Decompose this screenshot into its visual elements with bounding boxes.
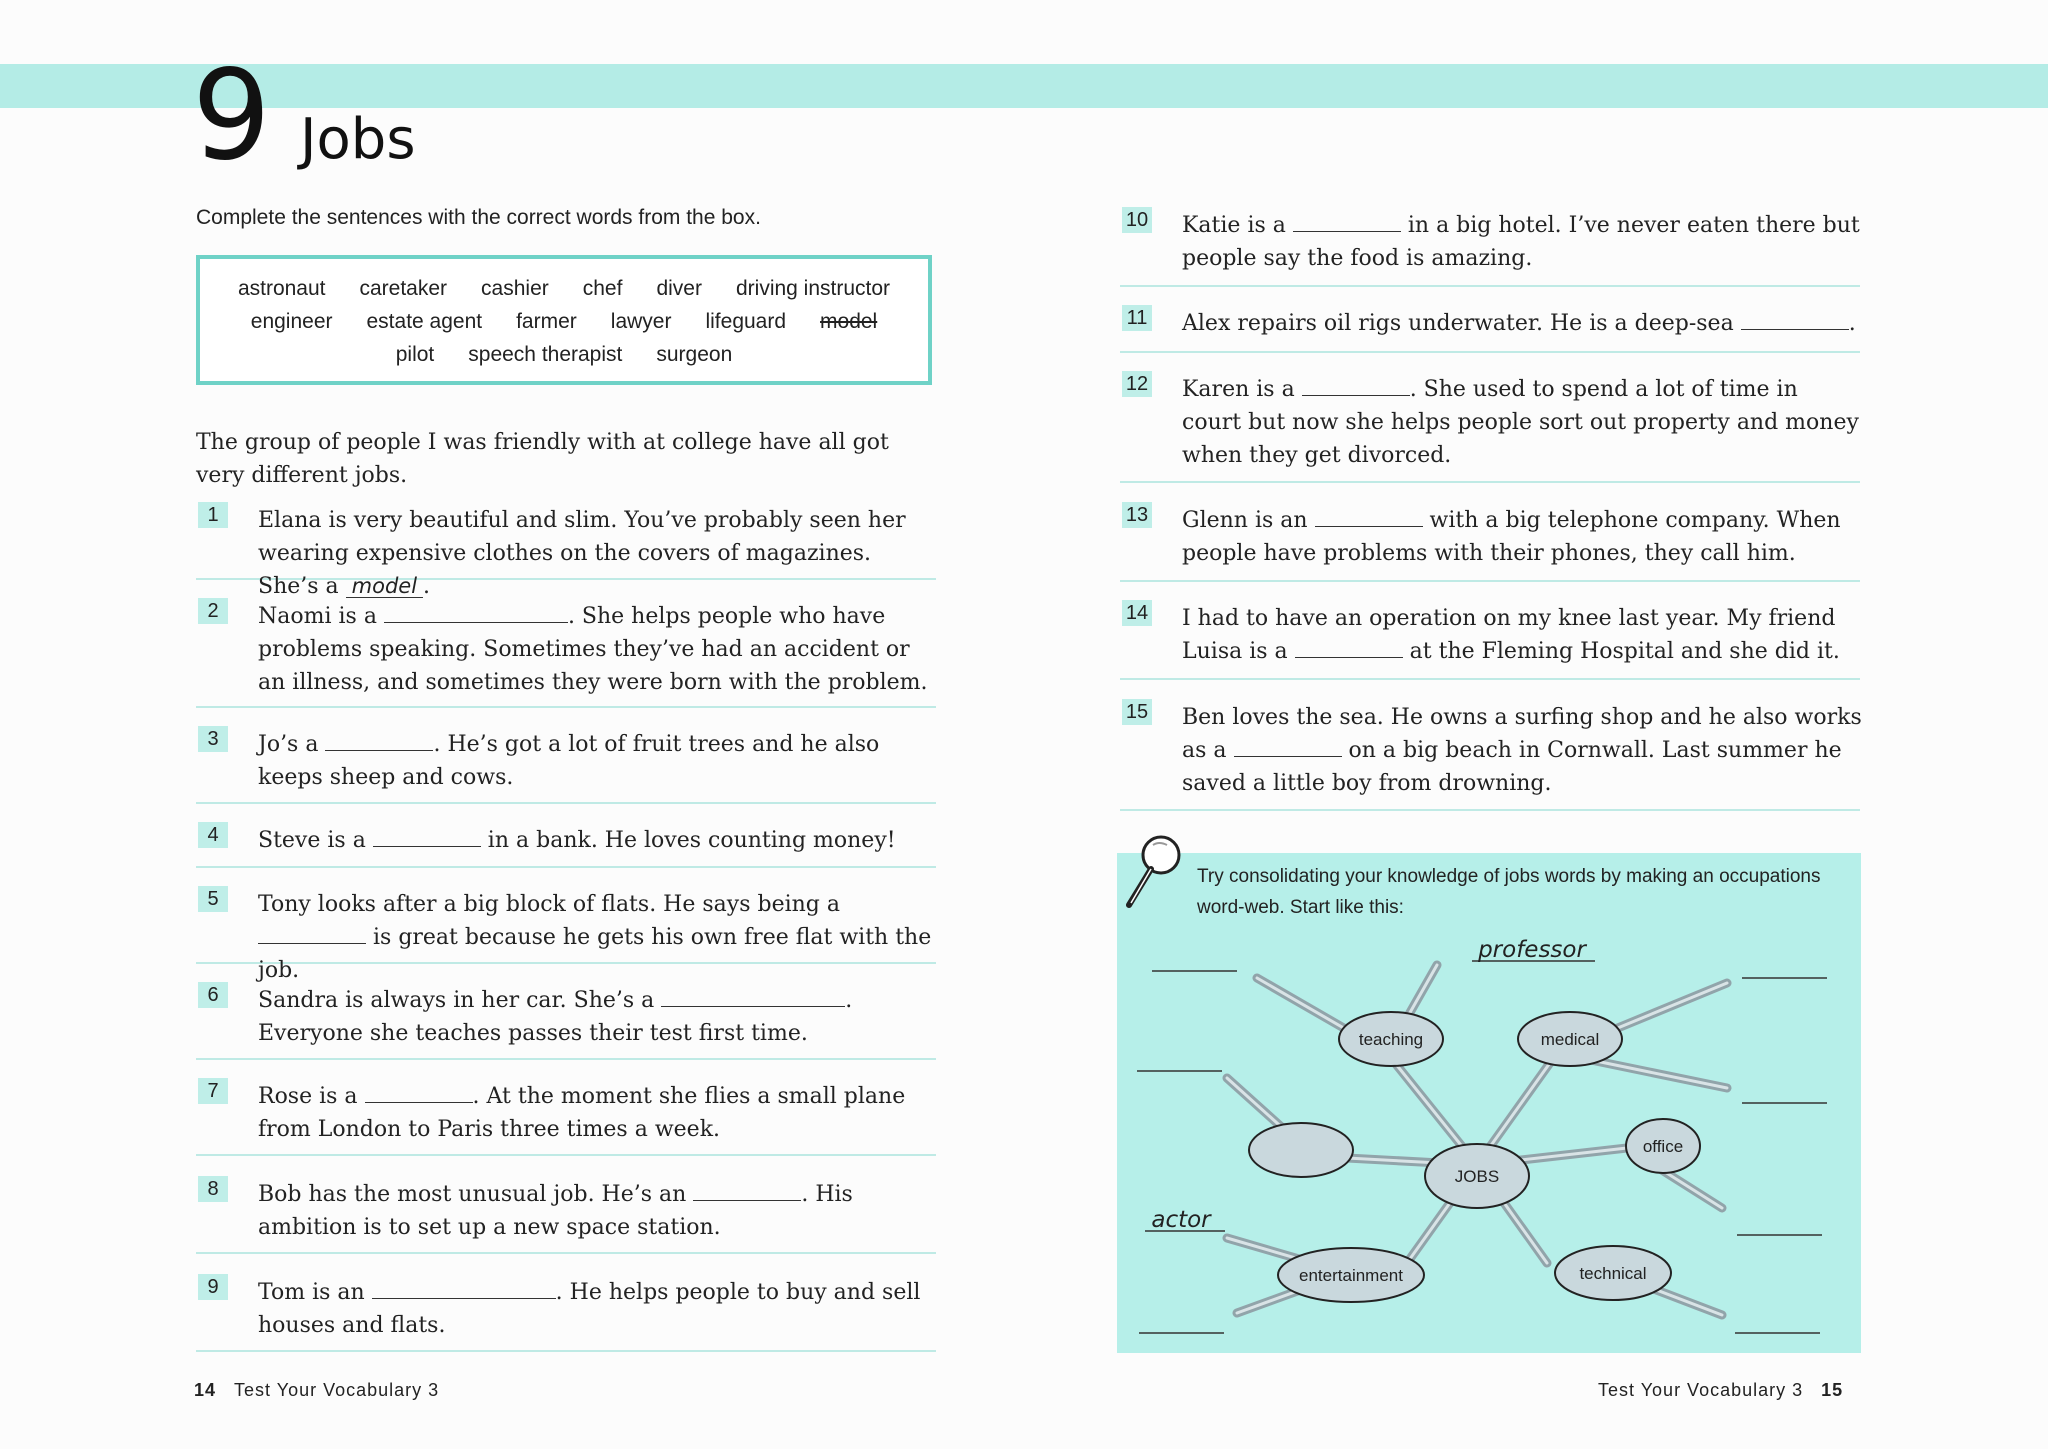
- item-text: [1182, 373, 1862, 472]
- item-number: 13: [1122, 502, 1152, 528]
- answer-blank[interactable]: [384, 600, 568, 623]
- item-text-pre: Naomi is a: [258, 604, 384, 629]
- web-example-actor: actor: [1151, 1207, 1211, 1233]
- item-text: [258, 600, 938, 699]
- item-text-pre: Alex repairs oil rigs underwater. He is a deep-sea: [1182, 311, 1741, 336]
- item-number: 8: [198, 1176, 228, 1202]
- instruction: Complete the sentences with the correct words from the box.: [196, 206, 761, 229]
- item-text: [258, 1178, 938, 1244]
- word-box-row-3: [200, 343, 928, 367]
- page-number-left: 14: [194, 1380, 217, 1400]
- exercise-item: [1120, 205, 1860, 287]
- exercise-item: [196, 724, 936, 804]
- item-text-post: with a big telephone company. When people have problems with their phones, they call him.: [1182, 508, 1841, 566]
- item-text-pre: Tony looks after a big block of flats. He says being a: [258, 892, 840, 917]
- answer-blank[interactable]: [661, 984, 845, 1007]
- exercise-item: [1120, 303, 1860, 353]
- item-number: 3: [198, 726, 228, 752]
- item-text-post: on a big beach in Cornwall. Last summer he saved a little boy from drowning.: [1182, 738, 1842, 796]
- exercise-item: [1120, 598, 1860, 680]
- occupations-word-web: [1117, 853, 1861, 1353]
- item-text-pre: Glenn is an: [1182, 508, 1315, 533]
- web-node-teaching: teaching: [1358, 1030, 1424, 1049]
- web-node-office: office: [1642, 1137, 1684, 1156]
- answer-blank[interactable]: [373, 824, 481, 847]
- answer-blank[interactable]: [365, 1080, 473, 1103]
- item-text: [1182, 209, 1862, 275]
- item-text-pre: Elana is very beautiful and slim. You’ve probably seen her wearing expensive clothes on the covers of magazines. She’s a: [258, 508, 906, 599]
- item-text-pre: Tom is an: [258, 1280, 372, 1305]
- item-text-post: . She helps people who have problems speaking. Sometimes they’ve had an accident or an illness, and sometimes they were born with the problem.: [258, 604, 928, 695]
- answer-blank[interactable]: model: [346, 575, 423, 598]
- footer-right: [1598, 1380, 1843, 1401]
- item-text-post: . He’s got a lot of fruit trees and he also keeps sheep and cows.: [258, 732, 880, 790]
- item-text: [258, 1080, 938, 1146]
- word: speech therapist: [468, 343, 623, 366]
- exercise-item: [1120, 500, 1860, 582]
- item-number: 5: [198, 886, 228, 912]
- item-text-pre: I had to have an operation on my knee last year. My friend Luisa is a: [1182, 606, 1836, 664]
- word: driving instructor: [735, 277, 891, 300]
- item-number: 7: [198, 1078, 228, 1104]
- exercise-item: [196, 820, 936, 868]
- item-text: [258, 824, 938, 857]
- web-example-professor: professor: [1478, 937, 1586, 963]
- item-text-post: in a bank. He loves counting money!: [480, 828, 896, 853]
- item-number: 1: [198, 502, 228, 528]
- intro-text: The group of people I was friendly with at college have all got very different jobs.: [196, 430, 889, 488]
- answer-blank[interactable]: [1295, 635, 1403, 658]
- answer-blank[interactable]: [693, 1178, 801, 1201]
- item-text-pre: Karen is a: [1182, 377, 1302, 402]
- header-band: [0, 64, 2048, 108]
- item-number: 10: [1122, 207, 1152, 233]
- item-number: 6: [198, 982, 228, 1008]
- word-box: [196, 255, 932, 385]
- item-text: [1182, 701, 1862, 800]
- item-text-pre: Steve is a: [258, 828, 373, 853]
- web-node-entertainment: entertainment: [1299, 1266, 1403, 1285]
- web-node-center: JOBS: [1454, 1167, 1500, 1186]
- item-text-pre: Jo’s a: [258, 732, 326, 757]
- answer-blank[interactable]: [258, 921, 366, 944]
- item-text-post: in a big hotel. I’ve never eaten there but people say the food is amazing.: [1182, 213, 1860, 271]
- item-text: [258, 888, 938, 987]
- exercise-item: [196, 500, 936, 599]
- item-text: [258, 984, 938, 1050]
- exercise-item: [1120, 697, 1860, 811]
- item-text: [258, 728, 938, 794]
- item-number: 11: [1122, 305, 1152, 331]
- word: caretaker: [359, 277, 448, 300]
- tip-panel: [1117, 853, 1861, 1353]
- item-text-pre: Bob has the most unusual job. He’s an: [258, 1182, 694, 1207]
- item-text: [258, 504, 938, 603]
- word: engineer: [250, 310, 333, 333]
- word: farmer: [516, 310, 577, 333]
- item-text-post: is great because he gets his own free flat with the job.: [258, 925, 932, 983]
- item-text: [1182, 602, 1862, 668]
- answer-blank[interactable]: [372, 1276, 556, 1299]
- exercise-item: [196, 1272, 936, 1352]
- exercise-item: [196, 596, 936, 708]
- web-nodes: [1249, 1012, 1700, 1302]
- item-number: 15: [1122, 699, 1152, 725]
- word-box-row-1: [200, 277, 928, 301]
- footer-left-title: Test Your Vocabulary 3: [234, 1380, 440, 1400]
- item-text-pre: Ben loves the sea. He owns a surfing shop and he also works as a: [1182, 705, 1862, 763]
- web-node-medical: medical: [1540, 1030, 1600, 1049]
- item-text: [1182, 504, 1862, 570]
- item-text-post: .: [423, 574, 431, 599]
- exercise-item: [196, 884, 936, 983]
- unit-number: 9: [192, 44, 271, 188]
- answer-blank[interactable]: [1741, 307, 1849, 330]
- answer-blank[interactable]: [1293, 209, 1401, 232]
- item-text-post: .: [1848, 311, 1856, 336]
- word: lawyer: [610, 310, 672, 333]
- item-text-pre: Katie is a: [1182, 213, 1293, 238]
- tip-text: Try consolidating your knowledge of jobs words by making an occupations word-web. Start like this:: [1197, 866, 1821, 918]
- item-number: 9: [198, 1274, 228, 1300]
- word: surgeon: [656, 343, 733, 366]
- item-text-pre: Sandra is always in her car. She’s a: [258, 988, 662, 1013]
- exercise-item: [196, 1174, 936, 1254]
- word: estate agent: [366, 310, 483, 333]
- web-node-technical: technical: [1579, 1264, 1647, 1283]
- footer-right-title: Test Your Vocabulary 3: [1598, 1380, 1804, 1400]
- exercise-item: [1120, 369, 1860, 483]
- item-text-post: at the Fleming Hospital and she did it.: [1402, 639, 1840, 664]
- item-number: 12: [1122, 371, 1152, 397]
- item-text-post: . She used to spend a lot of time in court but now she helps people sort out property and money when they get divorced.: [1182, 377, 1859, 468]
- answer-blank[interactable]: [325, 728, 433, 751]
- word: lifeguard: [705, 310, 787, 333]
- item-text-post: . He helps people to buy and sell houses and flats.: [258, 1280, 921, 1338]
- item-text-post: . His ambition is to set up a new space station.: [258, 1182, 853, 1240]
- word: chef: [582, 277, 623, 300]
- item-number: 2: [198, 598, 228, 624]
- word-struck: model: [820, 310, 878, 333]
- answer-blank[interactable]: [1234, 734, 1342, 757]
- item-text-post: . Everyone she teaches passes their test first time.: [258, 988, 853, 1046]
- word: diver: [656, 277, 702, 300]
- word: astronaut: [237, 277, 326, 300]
- unit-title: Jobs: [300, 107, 416, 172]
- word-box-row-2: [200, 310, 928, 334]
- item-text-pre: Rose is a: [258, 1084, 365, 1109]
- item-text: [1182, 307, 1862, 340]
- footer-left: [194, 1380, 439, 1401]
- answer-blank[interactable]: [1302, 373, 1410, 396]
- word: pilot: [395, 343, 435, 366]
- answer-blank[interactable]: [1315, 504, 1423, 527]
- exercise-item: [196, 980, 936, 1060]
- item-number: 4: [198, 822, 228, 848]
- item-number: 14: [1122, 600, 1152, 626]
- item-text: [258, 1276, 938, 1342]
- page-number-right: 15: [1821, 1380, 1844, 1400]
- item-text-post: . At the moment she flies a small plane from London to Paris three times a week.: [258, 1084, 906, 1142]
- word: cashier: [481, 277, 549, 300]
- exercise-item: [196, 1076, 936, 1156]
